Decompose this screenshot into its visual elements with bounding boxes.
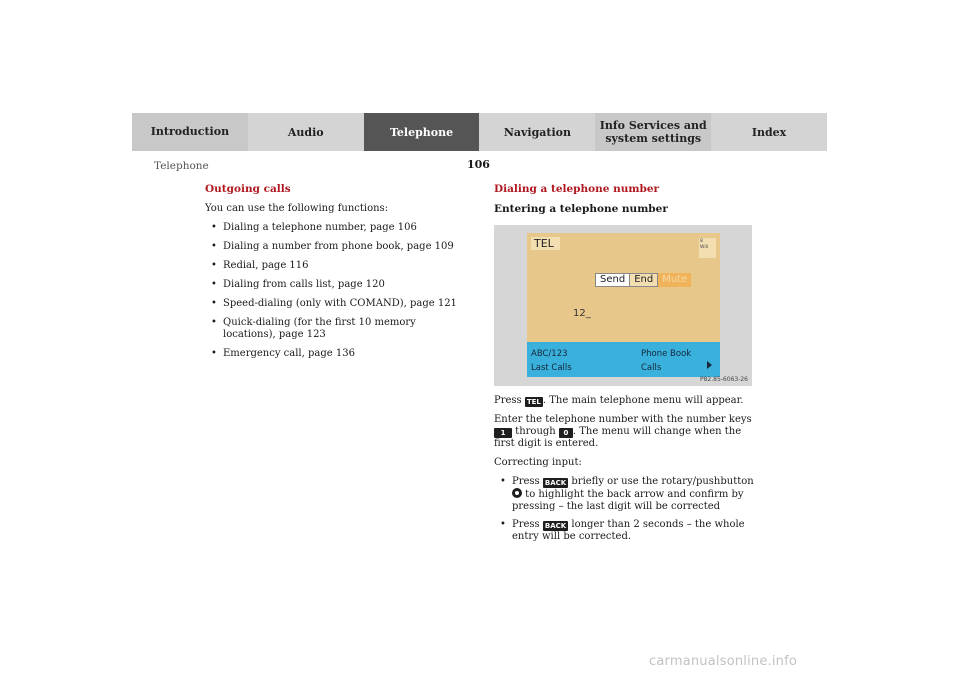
list-item bbox=[205, 317, 465, 341]
softkey-abc123: ABC/123 bbox=[531, 349, 568, 359]
key-0-icon: 0 bbox=[559, 428, 573, 438]
screen-title: TEL bbox=[531, 237, 560, 250]
back-key-icon: BACK bbox=[544, 479, 567, 487]
mute-button: Mute bbox=[658, 273, 691, 287]
key-1-icon: 1 bbox=[494, 428, 512, 438]
text-fragment: briefly or use the rotary/pushbutton bbox=[568, 476, 754, 487]
text-fragment: . The menu will change when the first digit is entered. bbox=[494, 426, 742, 449]
entering-number-subheading: Entering a telephone number bbox=[494, 203, 668, 215]
correcting-input-label: Correcting input: bbox=[494, 457, 582, 468]
telephone-display bbox=[527, 233, 720, 377]
correction-list bbox=[494, 476, 756, 543]
back-key-icon: BACK bbox=[544, 522, 567, 530]
right-column bbox=[494, 183, 756, 549]
list-item bbox=[205, 260, 465, 272]
enter-number-text bbox=[494, 414, 756, 450]
bullet: • bbox=[211, 298, 217, 309]
status-top: 8 bbox=[700, 239, 703, 244]
page-number: 106 bbox=[467, 158, 490, 171]
call-buttons bbox=[595, 273, 691, 287]
bullet: • bbox=[500, 519, 506, 530]
function-list bbox=[205, 222, 465, 360]
text-fragment: through bbox=[512, 426, 559, 437]
outgoing-calls-heading: Outgoing calls bbox=[205, 183, 291, 195]
rotary-pushbutton-icon bbox=[512, 488, 522, 498]
bullet: • bbox=[211, 260, 217, 271]
list-item-text: Dialing a number from phone book, page 109 bbox=[223, 241, 454, 252]
list-item bbox=[205, 348, 465, 360]
tab-index[interactable]: Index bbox=[711, 113, 827, 151]
watermark: carmanualsonline.info bbox=[649, 654, 798, 669]
entered-number: 12_ bbox=[573, 308, 591, 319]
softkey-phone-book: Phone Book bbox=[641, 349, 692, 359]
list-item-text: Dialing a telephone number, page 106 bbox=[223, 222, 417, 233]
send-button: Send bbox=[595, 273, 630, 287]
list-item bbox=[494, 476, 756, 513]
softkey-calls: Calls bbox=[641, 363, 662, 373]
dialing-heading: Dialing a telephone number bbox=[494, 183, 660, 195]
tab-audio[interactable]: Audio bbox=[248, 113, 364, 151]
bullet: • bbox=[500, 476, 506, 487]
tab-telephone[interactable]: Telephone bbox=[364, 113, 480, 151]
list-item bbox=[494, 519, 756, 543]
text-fragment: to highlight the back arrow and confirm by pressing – the last digit will be corrected bbox=[512, 489, 744, 512]
softkey-last-calls: Last Calls bbox=[531, 363, 572, 373]
list-item bbox=[205, 222, 465, 234]
tab-introduction[interactable]: Introduction bbox=[132, 113, 248, 151]
list-item-text: Dialing from calls list, page 120 bbox=[223, 279, 385, 290]
bullet: • bbox=[211, 317, 217, 328]
section-label: Telephone bbox=[154, 160, 209, 172]
bullet: • bbox=[211, 241, 217, 252]
text-fragment: Enter the telephone number with the number keys bbox=[494, 414, 752, 425]
intro-text: You can use the following functions: bbox=[205, 203, 389, 214]
bullet: • bbox=[211, 279, 217, 290]
status-bottom: Will bbox=[700, 245, 709, 250]
arrow-right-icon bbox=[707, 361, 712, 369]
figure-reference: P82.85-6063-26 bbox=[699, 376, 748, 383]
bullet: • bbox=[211, 348, 217, 359]
list-item-text: Redial, page 116 bbox=[223, 260, 309, 271]
tab-info-services[interactable]: Info Services and system settings bbox=[595, 113, 711, 151]
list-item bbox=[205, 241, 465, 253]
text-fragment: longer than 2 seconds – the whole entry will be corrected. bbox=[512, 519, 745, 542]
text-fragment: Press bbox=[494, 395, 525, 406]
signal-status-icon bbox=[699, 238, 716, 258]
press-tel-text bbox=[494, 395, 756, 407]
text-fragment: Press bbox=[512, 476, 543, 487]
text-fragment: . The main telephone menu will appear. bbox=[542, 395, 744, 406]
end-button: End bbox=[630, 273, 658, 287]
list-item bbox=[205, 298, 465, 310]
list-item-text: Emergency call, page 136 bbox=[223, 348, 355, 359]
softkey-bar bbox=[527, 342, 720, 377]
left-column bbox=[205, 183, 465, 367]
list-item-text: Quick-dialing (for the first 10 memory locations), page 123 bbox=[223, 317, 416, 340]
tab-navigation[interactable]: Navigation bbox=[479, 113, 595, 151]
list-item-text: Speed-dialing (only with COMAND), page 121 bbox=[223, 298, 457, 309]
chapter-tabs bbox=[132, 113, 827, 151]
tel-key-icon: TEL bbox=[526, 398, 541, 406]
telephone-screen-figure bbox=[494, 225, 752, 386]
text-fragment: Press bbox=[512, 519, 543, 530]
list-item bbox=[205, 279, 465, 291]
bullet: • bbox=[211, 222, 217, 233]
